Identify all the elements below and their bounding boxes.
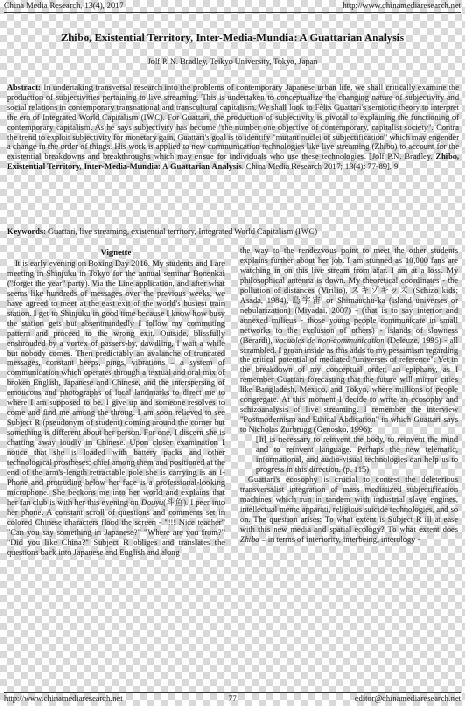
header-rule [4, 12, 461, 13]
paper-title: Zhibo, Existential Territory, Inter-Media-Mundia: A Guattarian Analysis [60, 32, 405, 44]
journal-url[interactable]: http://www.chinamediaresearch.net [342, 1, 461, 10]
block-quote: [It] is necessary to reinvent the body, to reinvent the mind and to reinvent language. Perhaps the new telematic, informational, and audio-visual technologies can help us to progress in this direction. (p. 115) [256, 435, 458, 474]
vacuoles-term: vacuoles de non-communication [275, 335, 385, 345]
abstract-text: In undertaking transversal research into the problems of contemporary Japanese urban life, we shall critically examine the production of subjectivities pertaining to live streaming. This is undertaken to conceptualize the changing nature of subjectivity and social relations in contemporary transnational and transcultural capitalism. We shall look to Félix Guattari's semiotic theory to interpret the era of Integrated World Capitalism (IWC). For Guattari, the production of subjectivity is pivotal to explaining the functioning of contemporary capitalism. As he says subjectivity has become "the number one objective of contemporary, capitalist society". Contra the trend to exploit subjectivity for monetary gain, Guattari's goal is to identify "mutant nuclei of subjectification" which may engender a change in the order of things. His work is applied to new communication technologies like live streaming (Zhibo) to account for the existential breakdowns and breakthroughs which may ensue for individuals who use these technologies. [Jolf P.N. Bradley. [7, 83, 459, 162]
footer-url[interactable]: http://www.chinamediaresearch.net [4, 694, 123, 703]
douyu-term: Douyu [140, 497, 164, 507]
keywords [7, 227, 459, 237]
ecosophy-text: Guattari's ecosophy is crucial to contest the deleterious transversalist integration of mass mediatized subjectification machines which run in tandem with industrial slave engines, intellectual meme apparati, religious suicide technologies, and so on. The question arises: To what extent is Subject R ill at ease with this new media and spatial ecology? To what extent does [240, 474, 458, 534]
abstract-citation-end: . China Media Research 2017; 13(4): 77-89]. 9 [241, 162, 399, 172]
vignette-paragraph [7, 259, 225, 558]
footer-email[interactable]: editor@chinamediaresearch.net [354, 694, 461, 703]
vignette-text-end: . I peer into her phone. A constant scroll of questions and comments set in colored Chinese characters flood the screen - "!!! Nice teacher" "Can you say something in Japanese?" "Where are you from?" "Did you like China?" Subject R obliges and translates the questions back into Japanese and English and along [7, 497, 226, 557]
abstract-label: Abstract: [7, 83, 41, 92]
ecosophy-paragraph [240, 475, 458, 545]
abstract [7, 83, 459, 172]
douyu-cjk: (斗鱼) [163, 497, 186, 507]
keywords-label: Keywords: [7, 227, 46, 236]
journal-citation: China Media Research, 13(4), 2017 [4, 1, 124, 10]
section-heading-vignette: Vignette [100, 247, 132, 257]
right-column [240, 246, 458, 545]
footer-rule [4, 692, 461, 693]
continued-paragraph [240, 246, 458, 435]
page-number: 77 [228, 694, 237, 703]
keywords-text: Guattari, live streaming, existential territory, Integrated World Capitalism (IWC) [45, 227, 318, 236]
zhibo-term: Zhibo [240, 534, 260, 544]
author-affiliation: Jolf P. N. Bradley, Teikyo University, Tokyo, Japan [147, 57, 318, 66]
running-header [4, 1, 461, 11]
abstract-citation-title: Zhibo, Existential Territory, Inter-Media-Mundia: A Guattarian Analysis [7, 152, 459, 172]
vignette-text: It is early evening on Boxing Day 2016. My students and I are meeting in Shinjuku in Tokyo for the annual seminar Bonenkai ("forget the year" party). Via the Line application, and after what seems like hundreds of messages over the previous weeks, we have agreed to meet at the east exit of the world's busiest train station. I get to Shinjuku in good time because I know how busy the station gets but absentmindedly I follow my commuting pattern and proceed to the wrong exit. Outside, blissfully enshrouded by a vortex of passers-by, dawdling, I wait a while but nobody comes. Then predictably an avalanche of truncated messages, constant beeps, pings, vibrations – a system of communication which operates through a textual and oral mix of broken English, Japanese and Chinese, and the interspersing of emoticons and photographs of local landmarks to direct me to where I am supposed to be. I give up and someone resolves to come and find me among the throng. I am soon relieved to see Subject R (pseudonym of student) coming around the corner but something is different about her person. For one, I discern she is chatting away loudly in Chinese. Upon closer examination I notice that she is loaded with battery packs and other technological prostheses; chief among them and positioned at the end of the arm's-length retractable pole she is carrying is an I-Phone and protruding below her face is a professional-looking microphone. She beckons me into her world and explains that her fan club is with her this evening on [7, 258, 225, 507]
continued-text-end: (Deleuze, 1995) - all scrambled. I groan inside as this adds to my pessimism regarding the critical potential of mediated "universes of reference". Yet in the breakdown of my conceptual order, an epiphany, as I remember Guattari forecasting that the future will mirror cities like Bangladesh, Mexico, and Tokyo, where millions of people congregate. At this moment I decide to write an ecosophy and schizoanalysis of live streaming. I remember the interview "Postmodernism and Ethical Abdication" in which Guattari says to Nicholas Zurbrugg (Genosko, 1996): [240, 335, 458, 435]
running-footer [4, 694, 461, 704]
ecosophy-text-end: – in terms of interiority, interbeing, interology - [259, 534, 421, 544]
left-column [7, 248, 225, 558]
continued-text: the way to the rendezvous point to meet the other students explains further about her job. I am stunned as 10,000 fans are watching in on this live stream from afar. I am at a loss. My philosophical antenna is down. My theoretical coordinates - the pollution of distances (Virilio), スキゾキッズ (Schizo kids; Asada, 1984), 島宇宙 or Shimauchu-ka (island universes or nebularization) (Miyadai, 2007) - (that is to say interior and annexed milieus - those young people communicate in small networks to the exclusion of others) - islands of slowness (Berardi), [240, 246, 458, 345]
